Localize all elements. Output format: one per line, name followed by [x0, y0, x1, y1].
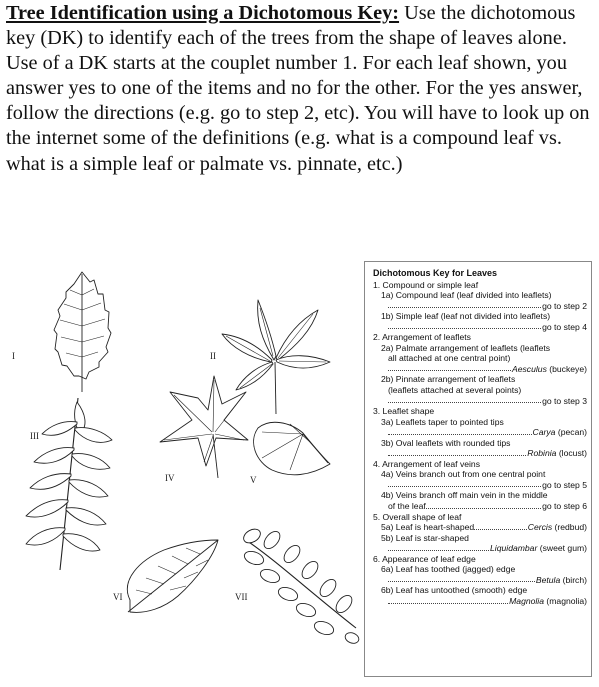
- key-5b: 5b) Leaf is star-shaped: [381, 532, 469, 543]
- key-6b-result: Magnolia (magnolia): [373, 596, 587, 607]
- key-4a-result: go to step 5: [373, 480, 587, 491]
- key-3a: 3a) Leaflets taper to pointed tips: [381, 416, 504, 427]
- key-step-2: 2. Arrangement of leaflets: [373, 332, 471, 343]
- leaf-vi-drawing: [127, 540, 218, 612]
- leaf-v-drawing: [254, 422, 330, 475]
- key-2b-line2: (leaflets attached at several points): [388, 385, 522, 396]
- key-4b: 4b) Veins branch off main vein in the middle: [381, 490, 548, 501]
- leaf-label-iii: III: [30, 431, 39, 441]
- key-step-3: 3. Leaflet shape: [373, 406, 435, 417]
- leaf-i-drawing: [54, 272, 111, 392]
- key-1a: 1a) Compound leaf (leaf divided into leaflets): [381, 290, 552, 301]
- key-5a: 5a) Leaf is heart-shaped Cercis (redbud): [381, 522, 587, 533]
- key-5b-result: Liquidambar (sweet gum): [373, 543, 587, 554]
- leaf-drawings: [0, 235, 362, 682]
- key-2b: 2b) Pinnate arrangement of leaflets: [381, 374, 516, 385]
- leaf-vii-drawing: [241, 526, 360, 645]
- leaf-iv-drawing: [160, 376, 248, 478]
- key-1b: 1b) Simple leaf (leaf not divided into leaflets): [381, 311, 551, 322]
- key-4a: 4a) Veins branch out from one central point: [381, 469, 546, 480]
- genus-magnolia: Magnolia: [509, 595, 544, 606]
- key-1b-result: go to step 4: [373, 322, 587, 333]
- key-step-6: 6. Appearance of leaf edge: [373, 553, 476, 564]
- leaf-label-vii: VII: [235, 592, 248, 602]
- instructions-text: Use the dichotomous key (DK) to identify each of the trees from the shape of leaves alone. Use of a DK starts at the couplet number 1. For each leaf shown, you answer yes to one of the items and no for the other. For the yes answer, follow the directions (e.g. go to step 2, etc). You will have to look up on the internet some of the definitions (e.g. what is a compound leaf vs. what is a simple leaf or palmate vs. pinnate, etc.): [6, 2, 590, 175]
- key-step-4: 4. Arrangement of leaf veins: [373, 458, 481, 469]
- leaf-label-ii: II: [210, 351, 216, 361]
- leaf-label-i: I: [12, 351, 15, 361]
- key-6a-result: Betula (birch): [373, 575, 587, 586]
- genus-carya: Carya: [532, 427, 556, 438]
- key-step-1: 1. Compound or simple leaf: [373, 279, 479, 290]
- genus-liquidambar: Liquidambar: [490, 543, 538, 554]
- key-2a: 2a) Palmate arrangement of leaflets (leaflets: [381, 342, 551, 353]
- genus-cercis: Cercis: [527, 522, 553, 533]
- leaf-label-vi: VI: [113, 592, 123, 602]
- instructions-paragraph: [6, 1, 594, 177]
- key-3b: 3b) Oval leaflets with rounded tips: [381, 437, 511, 448]
- key-1a-result: go to step 2: [373, 301, 587, 312]
- genus-robinia: Robinia: [527, 448, 557, 459]
- key-3a-result: Carya (pecan): [373, 427, 587, 438]
- leaf-label-iv: IV: [165, 473, 175, 483]
- key-2b-result: go to step 3: [373, 396, 587, 407]
- genus-betula: Betula: [535, 574, 561, 585]
- instructions-title: Tree Identification using a Dichotomous Key:: [6, 2, 400, 24]
- key-2a-line2: all attached at one central point): [388, 353, 511, 364]
- leaf-iii-drawing: [26, 398, 112, 570]
- key-4b-result: of the leaf go to step 6: [388, 501, 587, 512]
- key-title: Dichotomous Key for Leaves: [373, 268, 498, 278]
- dichotomous-key-box: [364, 261, 592, 677]
- key-6a: 6a) Leaf has toothed (jagged) edge: [381, 564, 516, 575]
- key-6b: 6b) Leaf has untoothed (smooth) edge: [381, 585, 528, 596]
- key-2a-result: Aesculus (buckeye): [373, 364, 587, 375]
- genus-aesculus: Aesculus: [512, 363, 547, 374]
- key-3b-result: Robinia (locust): [373, 448, 587, 459]
- key-step-5: 5. Overall shape of leaf: [373, 511, 462, 522]
- leaf-figure: [0, 235, 362, 682]
- leaf-label-v: V: [250, 475, 257, 485]
